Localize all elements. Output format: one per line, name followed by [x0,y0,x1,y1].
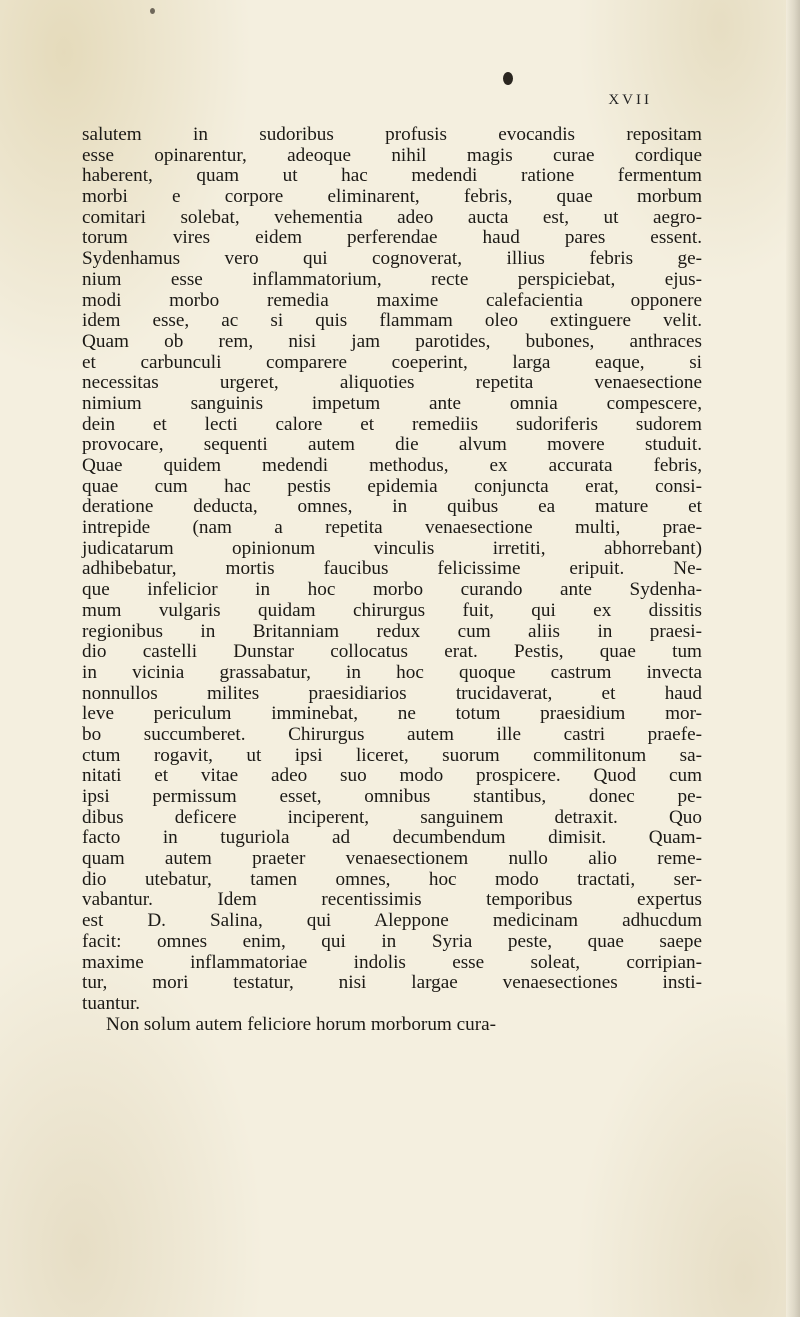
text-line: comitari solebat, vehementia adeo aucta est, ut aegro- [82,206,702,228]
text-line: maxime inflammatoriae indolis esse soleat, corripian- [82,951,702,973]
text-line: modi morbo remedia maxime calefacientia opponere [82,289,702,311]
text-line: nimium sanguinis impetum ante omnia compescere, [82,392,702,414]
text-line: tur, mori testatur, nisi largae venaesectiones insti- [82,972,702,994]
text-line: intrepide (nam a repetita venaesectione multi, prae- [82,517,702,539]
text-line: dibus deficere inciperent, sanguinem detraxit. Quo [82,806,702,828]
ink-speck [150,8,155,14]
text-line: morbi e corpore eliminarent, febris, quae morbum [82,186,702,208]
ink-dot [503,72,513,85]
text-line: nium esse inflammatorium, recte perspiciebat, ejus- [82,268,702,290]
text-line: tuantur. [82,992,141,1014]
text-line: judicatarum opinionum vinculis irretiti, abhorrebant) [82,537,702,559]
text-line: salutem in sudoribus profusis evocandis repositam [82,124,702,145]
text-line: Sydenhamus vero qui cognoverat, illius febris ge- [82,248,702,270]
text-line: idem esse, ac si quis flammam oleo extinguere velit. [82,310,702,332]
page-edge-shadow [786,0,800,1317]
text-line: bo succumberet. Chirurgus autem ille castri praefe- [82,723,702,745]
text-line: Non solum autem feliciore horum morborum cura- [106,1013,497,1035]
text-line: quae cum hac pestis epidemia conjuncta erat, consi- [82,475,702,497]
text-line: ipsi permissum esset, omnibus stantibus, donec pe- [82,786,702,807]
text-line: Quam ob rem, nisi jam parotides, bubones, anthraces [82,330,702,352]
text-line: nonnullos milites praesidiarios trucidaverat, et haud [82,682,702,704]
body-text [82,125,702,1035]
text-line: ctum rogavit, ut ipsi liceret, suorum commilitonum sa- [82,744,702,766]
text-line: deratione deducta, omnes, in quibus ea mature et [82,496,702,518]
text-line: Quae quidem medendi methodus, ex accurata febris, [82,455,702,476]
text-line: et carbunculi comparere coeperint, larga eaque, si [82,351,702,373]
text-line: quam autem praeter venaesectionem nullo alio reme- [82,848,702,870]
text-line: leve periculum imminebat, ne totum praesidium mor- [82,703,702,725]
text-line: necessitas urgeret, aliquoties repetita venaesectione [82,372,702,394]
page-number: XVII [608,92,652,108]
text-line: mum vulgaris quidam chirurgus fuit, qui ex dissitis [82,599,702,621]
text-line: haberent, quam ut hac medendi ratione fermentum [82,165,702,187]
text-line: adhibebatur, mortis faucibus felicissime eripuit. Ne- [82,558,702,580]
text-line: provocare, sequenti autem die alvum movere studuit. [82,434,702,456]
text-line: esse opinarentur, adeoque nihil magis curae cordique [82,144,702,166]
text-line: dio utebatur, tamen omnes, hoc modo tractati, ser- [82,868,702,890]
text-line: in vicinia grassabatur, in hoc quoque castrum invecta [82,661,702,683]
text-line: nitati et vitae adeo suo modo prospicere. Quod cum [82,765,702,787]
text-line: vabantur. Idem recentissimis temporibus expertus [82,889,702,911]
text-line: est D. Salina, qui Aleppone medicinam adhucdum [82,910,702,932]
text-line: dein et lecti calore et remediis sudoriferis sudorem [82,413,702,435]
text-line: facit: omnes enim, qui in Syria peste, quae saepe [82,930,702,952]
text-line: que infelicior in hoc morbo curando ante Sydenha- [82,579,702,601]
text-line: regionibus in Britanniam redux cum aliis in praesi- [82,620,702,642]
text-line: dio castelli Dunstar collocatus erat. Pestis, quae tum [82,641,702,663]
text-line: facto in tuguriola ad decumbendum dimisit. Quam- [82,827,702,849]
text-line: torum vires eidem perferendae haud pares essent. [82,227,702,249]
